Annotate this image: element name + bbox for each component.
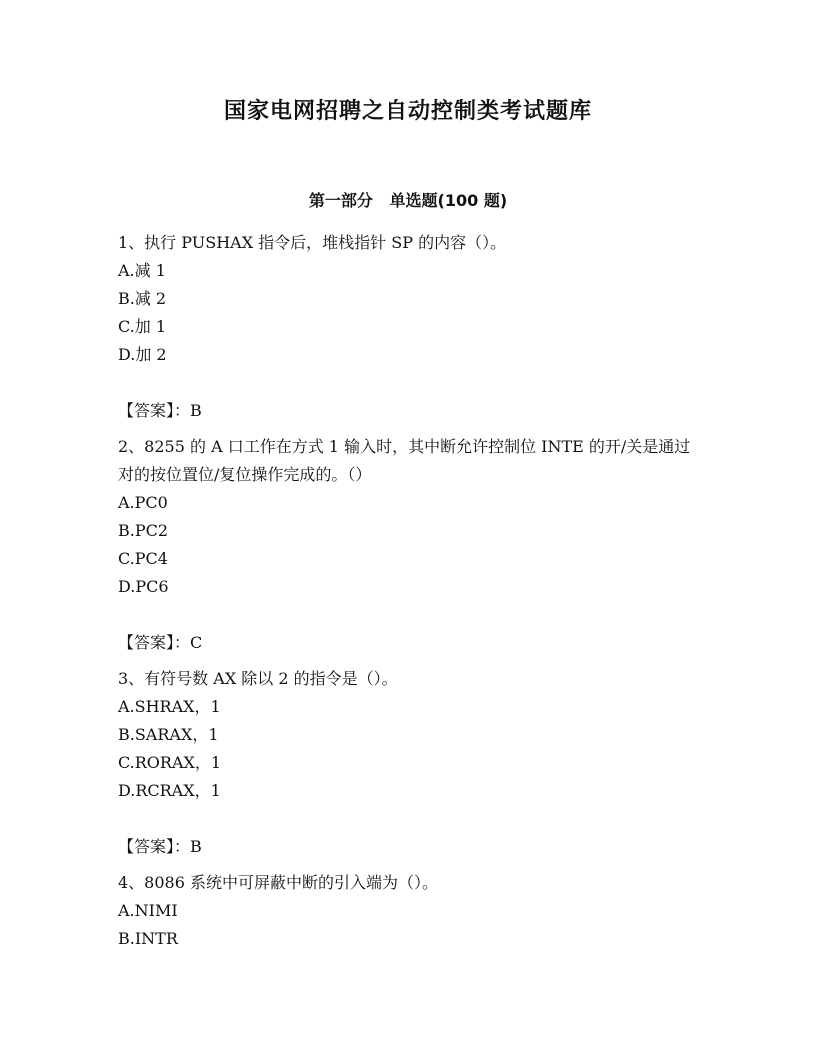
answer-label: 【答案】：: [118, 633, 191, 652]
option-a: A.SHRAX，1: [118, 697, 221, 716]
option-a: A.减 1: [118, 261, 166, 280]
answer-label: 【答案】：: [118, 401, 191, 420]
document-title: 国家电网招聘之自动控制类考试题库: [223, 99, 592, 124]
option-d: D.PC6: [118, 577, 169, 596]
option-b: B.SARAX，1: [118, 725, 219, 744]
question-list: [118, 229, 702, 953]
answer-line: [118, 833, 702, 861]
option-d: D.加 2: [118, 345, 167, 364]
option-c: C.加 1: [118, 317, 167, 336]
question-3: [118, 665, 702, 861]
question-stem: 2、8255 的 A 口工作在方式 1 输入时，其中断允许控制位 INTE 的开/关是通过对的按位置位/复位操作完成的。（）: [118, 437, 691, 484]
answer-value: B: [190, 401, 202, 420]
option-b: B.PC2: [118, 521, 169, 540]
question-4: [118, 869, 702, 953]
option-b: B.INTR: [118, 929, 178, 948]
answer-value: C: [190, 633, 203, 652]
question-stem: 1、执行 PUSHAX 指令后，堆栈指针 SP 的内容（）。: [118, 233, 507, 252]
option-b: B.减 2: [118, 289, 167, 308]
section-title: 第一部分 单选题(100 题): [308, 191, 508, 210]
option-a: A.NIMI: [118, 901, 178, 920]
question-1: [118, 229, 702, 425]
option-c: C.RORAX，1: [118, 753, 222, 772]
answer-line: [118, 397, 702, 425]
option-d: D.RCRAX，1: [118, 781, 221, 800]
option-c: C.PC4: [118, 549, 168, 568]
answer-value: B: [190, 837, 202, 856]
question-stem: 3、有符号数 AX 除以 2 的指令是（）。: [118, 669, 398, 688]
question-stem: 4、8086 系统中可屏蔽中断的引入端为（）。: [118, 873, 438, 892]
option-a: A.PC0: [118, 493, 168, 512]
question-2: [118, 433, 702, 657]
answer-label: 【答案】：: [118, 837, 191, 856]
answer-line: [118, 629, 702, 657]
